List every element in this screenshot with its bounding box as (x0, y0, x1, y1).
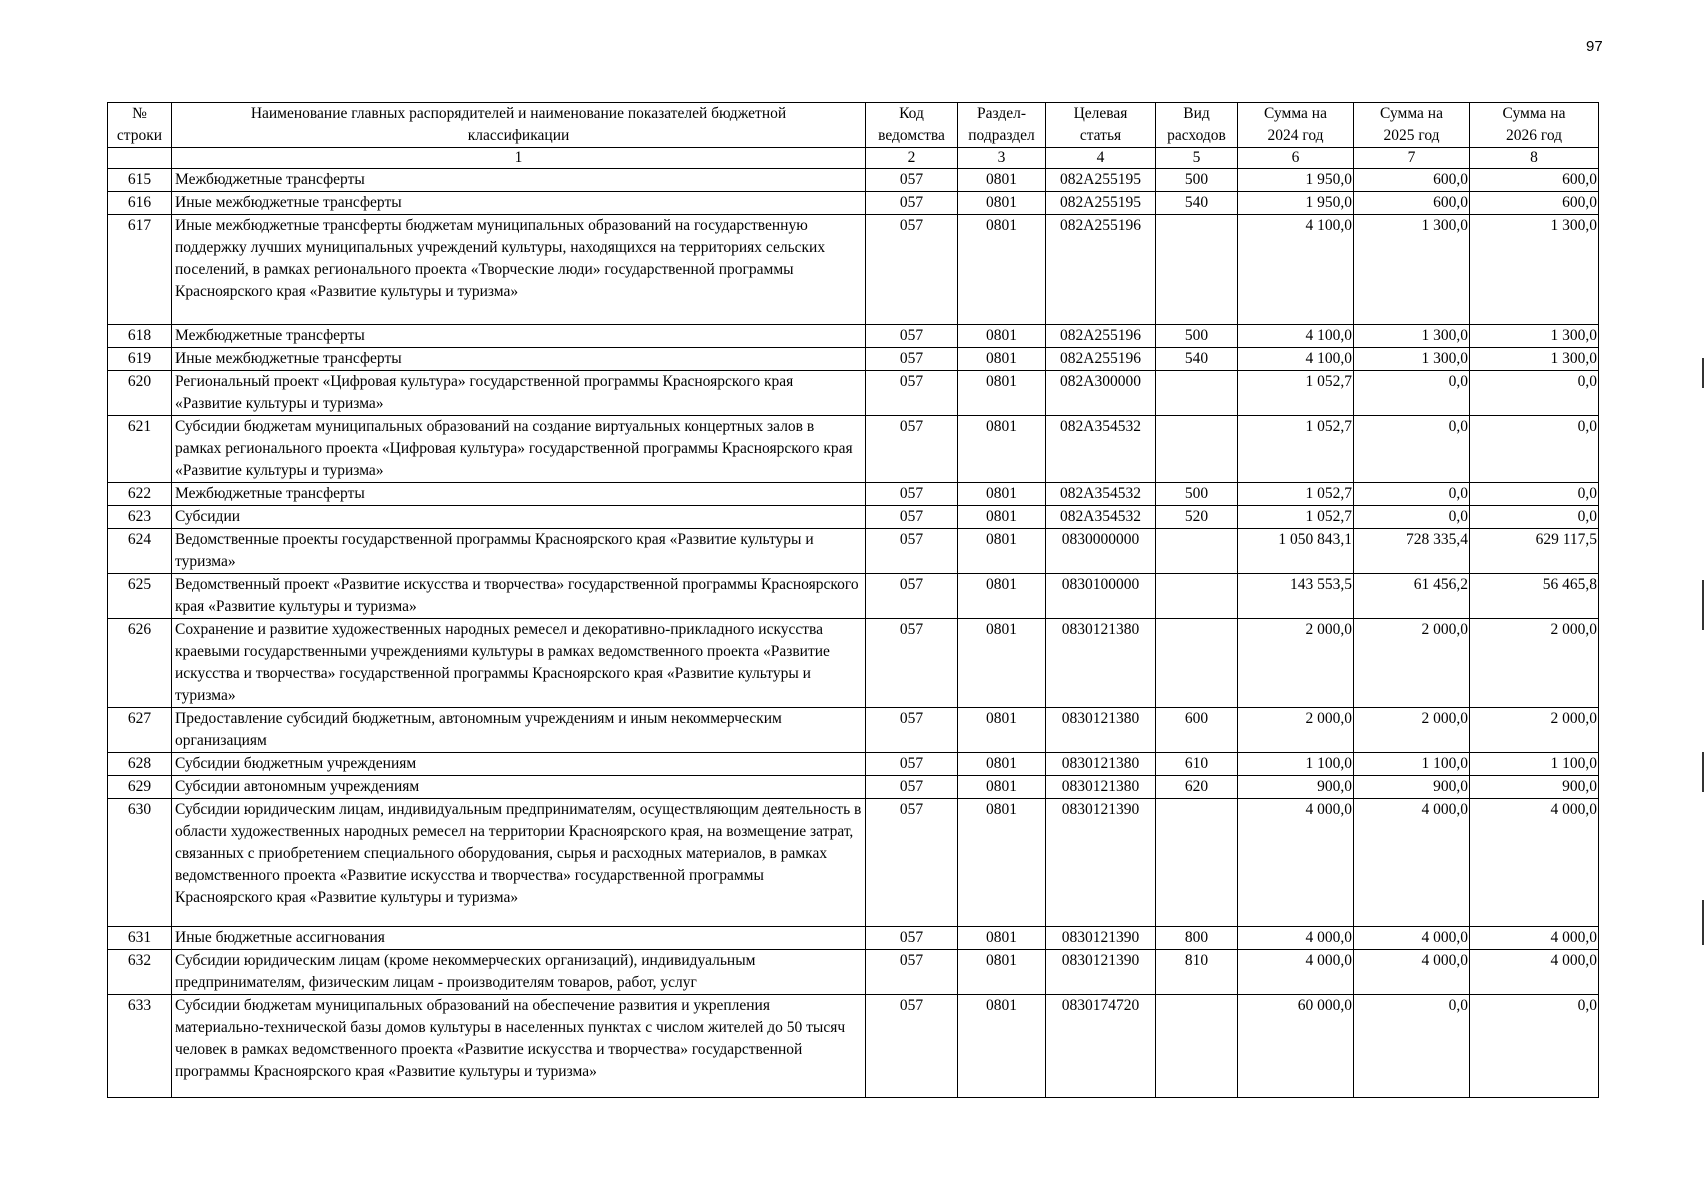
section: 0801 (958, 371, 1046, 416)
column-index-row (108, 148, 1599, 169)
column-index: 6 (1238, 148, 1354, 169)
department-code: 057 (866, 416, 958, 483)
sum-2026: 1 300,0 (1470, 215, 1599, 325)
target-article: 082A354532 (1046, 416, 1156, 483)
table-row (108, 950, 1599, 995)
section: 0801 (958, 950, 1046, 995)
expense-type: 500 (1156, 325, 1238, 348)
target-article: 082A255196 (1046, 325, 1156, 348)
row-name: Субсидии бюджетам муниципальных образований на обеспечение развития и укрепления материально-технической базы домов культуры в населенных пунктах с числом жителей до 50 тысяч человек в рамках ведомственного проекта «Развитие искусства и творчества» государственной программы Красноярского края «Развитие культуры и туризма» (172, 995, 866, 1098)
table-body (108, 169, 1599, 1098)
table-row (108, 995, 1599, 1098)
sum-2026: 900,0 (1470, 776, 1599, 799)
page-number: 97 (1586, 38, 1603, 55)
sum-2026: 600,0 (1470, 169, 1599, 192)
department-code: 057 (866, 529, 958, 574)
table-row (108, 371, 1599, 416)
sum-2025: 4 000,0 (1354, 799, 1470, 927)
department-code: 057 (866, 995, 958, 1098)
row-number: 630 (108, 799, 172, 927)
target-article: 0830121390 (1046, 799, 1156, 927)
sum-2025: 2 000,0 (1354, 708, 1470, 753)
sum-2024: 1 950,0 (1238, 169, 1354, 192)
sum-2025: 600,0 (1354, 169, 1470, 192)
scan-edge-mark (1702, 580, 1704, 630)
target-article: 0830174720 (1046, 995, 1156, 1098)
department-code: 057 (866, 574, 958, 619)
target-article: 082A354532 (1046, 483, 1156, 506)
section: 0801 (958, 483, 1046, 506)
sum-2025: 1 300,0 (1354, 348, 1470, 371)
row-number: 627 (108, 708, 172, 753)
sum-2025: 600,0 (1354, 192, 1470, 215)
table-row (108, 348, 1599, 371)
table-row (108, 529, 1599, 574)
table-row (108, 574, 1599, 619)
department-code: 057 (866, 927, 958, 950)
table-row (108, 325, 1599, 348)
sum-2024: 1 100,0 (1238, 753, 1354, 776)
row-name: Межбюджетные трансферты (172, 483, 866, 506)
expense-type (1156, 371, 1238, 416)
target-article: 0830121380 (1046, 776, 1156, 799)
department-code: 057 (866, 169, 958, 192)
sum-2024: 60 000,0 (1238, 995, 1354, 1098)
sum-2024: 2 000,0 (1238, 708, 1354, 753)
expense-type: 500 (1156, 483, 1238, 506)
sum-2026: 1 300,0 (1470, 325, 1599, 348)
table-row (108, 708, 1599, 753)
expense-type: 540 (1156, 192, 1238, 215)
target-article: 0830121390 (1046, 950, 1156, 995)
sum-2024: 1 052,7 (1238, 371, 1354, 416)
scan-edge-mark (1702, 358, 1704, 388)
sum-2026: 2 000,0 (1470, 708, 1599, 753)
header-sum-2024: Сумма на 2024 год (1238, 103, 1354, 148)
sum-2024: 4 100,0 (1238, 215, 1354, 325)
sum-2025: 2 000,0 (1354, 619, 1470, 708)
section: 0801 (958, 529, 1046, 574)
row-number: 625 (108, 574, 172, 619)
column-index: 4 (1046, 148, 1156, 169)
header-section: Раздел- подраздел (958, 103, 1046, 148)
expense-type: 810 (1156, 950, 1238, 995)
row-number: 615 (108, 169, 172, 192)
sum-2024: 1 050 843,1 (1238, 529, 1354, 574)
department-code: 057 (866, 506, 958, 529)
row-number: 626 (108, 619, 172, 708)
sum-2025: 0,0 (1354, 483, 1470, 506)
column-index: 7 (1354, 148, 1470, 169)
target-article: 082A255196 (1046, 215, 1156, 325)
row-name: Иные межбюджетные трансферты (172, 348, 866, 371)
target-article: 082A255196 (1046, 348, 1156, 371)
row-name: Субсидии юридическим лицам, индивидуальным предпринимателям, осуществляющим деятельность в области художественных народных ремесел на территории Красноярского края, на возмещение затрат, связанных с приобретением специального оборудования, сырья и расходных материалов, в рамках ведомственного проекта «Развитие искусства и творчества» государственной программы Красноярского края «Развитие культуры и туризма» (172, 799, 866, 927)
row-name: Сохранение и развитие художественных народных ремесел и декоративно-прикладного искусства краевыми государственными учреждениями культуры в рамках ведомственного проекта «Развитие искусства и творчества» государственной программы Красноярского края «Развитие культуры и туризма» (172, 619, 866, 708)
row-name: Иные межбюджетные трансферты бюджетам муниципальных образований на государственную поддержку лучших муниципальных учреждений культуры, находящихся на территориях сельских поселений, в рамках регионального проекта «Творческие люди» государственной программы Красноярского края «Развитие культуры и туризма» (172, 215, 866, 325)
row-name: Предоставление субсидий бюджетным, автономным учреждениям и иным некоммерческим организациям (172, 708, 866, 753)
sum-2025: 0,0 (1354, 995, 1470, 1098)
sum-2024: 4 000,0 (1238, 927, 1354, 950)
section: 0801 (958, 927, 1046, 950)
department-code: 057 (866, 753, 958, 776)
row-number: 617 (108, 215, 172, 325)
expense-type: 800 (1156, 927, 1238, 950)
row-name: Субсидии юридическим лицам (кроме некоммерческих организаций), индивидуальным предпринимателям, физическим лицам - производителям товаров, работ, услуг (172, 950, 866, 995)
sum-2025: 900,0 (1354, 776, 1470, 799)
section: 0801 (958, 348, 1046, 371)
row-number: 623 (108, 506, 172, 529)
expense-type (1156, 574, 1238, 619)
row-number: 622 (108, 483, 172, 506)
section: 0801 (958, 574, 1046, 619)
target-article: 0830000000 (1046, 529, 1156, 574)
expense-type: 540 (1156, 348, 1238, 371)
target-article: 0830121380 (1046, 708, 1156, 753)
row-number: 628 (108, 753, 172, 776)
sum-2025: 1 300,0 (1354, 215, 1470, 325)
target-article: 082A300000 (1046, 371, 1156, 416)
section: 0801 (958, 708, 1046, 753)
sum-2026: 0,0 (1470, 506, 1599, 529)
table-row (108, 416, 1599, 483)
section: 0801 (958, 995, 1046, 1098)
sum-2026: 0,0 (1470, 483, 1599, 506)
expense-type (1156, 799, 1238, 927)
section: 0801 (958, 325, 1046, 348)
expense-type: 500 (1156, 169, 1238, 192)
department-code: 057 (866, 483, 958, 506)
sum-2024: 4 000,0 (1238, 950, 1354, 995)
section: 0801 (958, 619, 1046, 708)
sum-2024: 1 052,7 (1238, 483, 1354, 506)
sum-2024: 4 000,0 (1238, 799, 1354, 927)
row-name: Межбюджетные трансферты (172, 169, 866, 192)
header-name: Наименование главных распорядителей и наименование показателей бюджетной классификации (172, 103, 866, 148)
sum-2024: 4 100,0 (1238, 348, 1354, 371)
table-row (108, 927, 1599, 950)
table-row (108, 215, 1599, 325)
row-number: 633 (108, 995, 172, 1098)
table-row (108, 483, 1599, 506)
row-number: 618 (108, 325, 172, 348)
department-code: 057 (866, 708, 958, 753)
sum-2026: 0,0 (1470, 416, 1599, 483)
sum-2025: 728 335,4 (1354, 529, 1470, 574)
target-article: 082A255195 (1046, 169, 1156, 192)
row-number: 632 (108, 950, 172, 995)
department-code: 057 (866, 776, 958, 799)
sum-2025: 4 000,0 (1354, 950, 1470, 995)
row-name: Ведомственный проект «Развитие искусства и творчества» государственной программы Красноярского края «Развитие культуры и туризма» (172, 574, 866, 619)
sum-2026: 4 000,0 (1470, 950, 1599, 995)
sum-2024: 1 052,7 (1238, 506, 1354, 529)
row-name: Межбюджетные трансферты (172, 325, 866, 348)
row-name: Субсидии бюджетным учреждениям (172, 753, 866, 776)
header-target-article: Целевая статья (1046, 103, 1156, 148)
section: 0801 (958, 776, 1046, 799)
table-header-row (108, 103, 1599, 148)
budget-table (107, 102, 1599, 1098)
column-index (108, 148, 172, 169)
row-number: 620 (108, 371, 172, 416)
sum-2026: 1 100,0 (1470, 753, 1599, 776)
expense-type: 620 (1156, 776, 1238, 799)
section: 0801 (958, 169, 1046, 192)
row-number: 616 (108, 192, 172, 215)
expense-type (1156, 215, 1238, 325)
sum-2026: 4 000,0 (1470, 927, 1599, 950)
budget-table-container (107, 102, 1598, 1098)
department-code: 057 (866, 371, 958, 416)
department-code: 057 (866, 215, 958, 325)
row-number: 631 (108, 927, 172, 950)
department-code: 057 (866, 799, 958, 927)
sum-2026: 1 300,0 (1470, 348, 1599, 371)
column-index: 1 (172, 148, 866, 169)
target-article: 0830121380 (1046, 619, 1156, 708)
section: 0801 (958, 416, 1046, 483)
row-number: 621 (108, 416, 172, 483)
sum-2025: 61 456,2 (1354, 574, 1470, 619)
expense-type (1156, 995, 1238, 1098)
target-article: 0830100000 (1046, 574, 1156, 619)
column-index: 2 (866, 148, 958, 169)
column-index: 5 (1156, 148, 1238, 169)
row-name: Ведомственные проекты государственной программы Красноярского края «Развитие культуры и туризма» (172, 529, 866, 574)
sum-2024: 143 553,5 (1238, 574, 1354, 619)
table-row (108, 192, 1599, 215)
sum-2025: 0,0 (1354, 416, 1470, 483)
expense-type: 600 (1156, 708, 1238, 753)
sum-2026: 4 000,0 (1470, 799, 1599, 927)
department-code: 057 (866, 950, 958, 995)
table-row (108, 619, 1599, 708)
expense-type (1156, 529, 1238, 574)
header-sum-2026: Сумма на 2026 год (1470, 103, 1599, 148)
column-index: 8 (1470, 148, 1599, 169)
target-article: 0830121380 (1046, 753, 1156, 776)
target-article: 0830121390 (1046, 927, 1156, 950)
target-article: 082A354532 (1046, 506, 1156, 529)
sum-2024: 4 100,0 (1238, 325, 1354, 348)
sum-2026: 629 117,5 (1470, 529, 1599, 574)
row-name: Региональный проект «Цифровая культура» государственной программы Красноярского края «Развитие культуры и туризма» (172, 371, 866, 416)
row-name: Иные межбюджетные трансферты (172, 192, 866, 215)
department-code: 057 (866, 325, 958, 348)
sum-2025: 1 100,0 (1354, 753, 1470, 776)
expense-type (1156, 416, 1238, 483)
sum-2026: 2 000,0 (1470, 619, 1599, 708)
section: 0801 (958, 753, 1046, 776)
row-number: 624 (108, 529, 172, 574)
header-expense-type: Вид расходов (1156, 103, 1238, 148)
table-row (108, 753, 1599, 776)
scan-edge-mark (1702, 752, 1704, 792)
header-department-code: Код ведомства (866, 103, 958, 148)
sum-2025: 0,0 (1354, 371, 1470, 416)
header-row-number: № строки (108, 103, 172, 148)
sum-2026: 0,0 (1470, 995, 1599, 1098)
row-name: Субсидии бюджетам муниципальных образований на создание виртуальных концертных залов в рамках регионального проекта «Цифровая культура» государственной программы Красноярского края «Развитие культуры и туризма» (172, 416, 866, 483)
scan-edge-mark (1702, 900, 1704, 945)
section: 0801 (958, 506, 1046, 529)
expense-type: 610 (1156, 753, 1238, 776)
sum-2025: 1 300,0 (1354, 325, 1470, 348)
row-number: 619 (108, 348, 172, 371)
sum-2025: 0,0 (1354, 506, 1470, 529)
sum-2026: 56 465,8 (1470, 574, 1599, 619)
row-name: Иные бюджетные ассигнования (172, 927, 866, 950)
row-name: Субсидии (172, 506, 866, 529)
sum-2024: 900,0 (1238, 776, 1354, 799)
section: 0801 (958, 799, 1046, 927)
target-article: 082A255195 (1046, 192, 1156, 215)
table-row (108, 169, 1599, 192)
column-index: 3 (958, 148, 1046, 169)
header-sum-2025: Сумма на 2025 год (1354, 103, 1470, 148)
expense-type: 520 (1156, 506, 1238, 529)
table-row (108, 506, 1599, 529)
table-row (108, 799, 1599, 927)
department-code: 057 (866, 192, 958, 215)
sum-2026: 600,0 (1470, 192, 1599, 215)
sum-2025: 4 000,0 (1354, 927, 1470, 950)
section: 0801 (958, 215, 1046, 325)
row-number: 629 (108, 776, 172, 799)
row-name: Субсидии автономным учреждениям (172, 776, 866, 799)
sum-2024: 2 000,0 (1238, 619, 1354, 708)
department-code: 057 (866, 619, 958, 708)
table-row (108, 776, 1599, 799)
department-code: 057 (866, 348, 958, 371)
sum-2024: 1 950,0 (1238, 192, 1354, 215)
section: 0801 (958, 192, 1046, 215)
sum-2026: 0,0 (1470, 371, 1599, 416)
sum-2024: 1 052,7 (1238, 416, 1354, 483)
expense-type (1156, 619, 1238, 708)
